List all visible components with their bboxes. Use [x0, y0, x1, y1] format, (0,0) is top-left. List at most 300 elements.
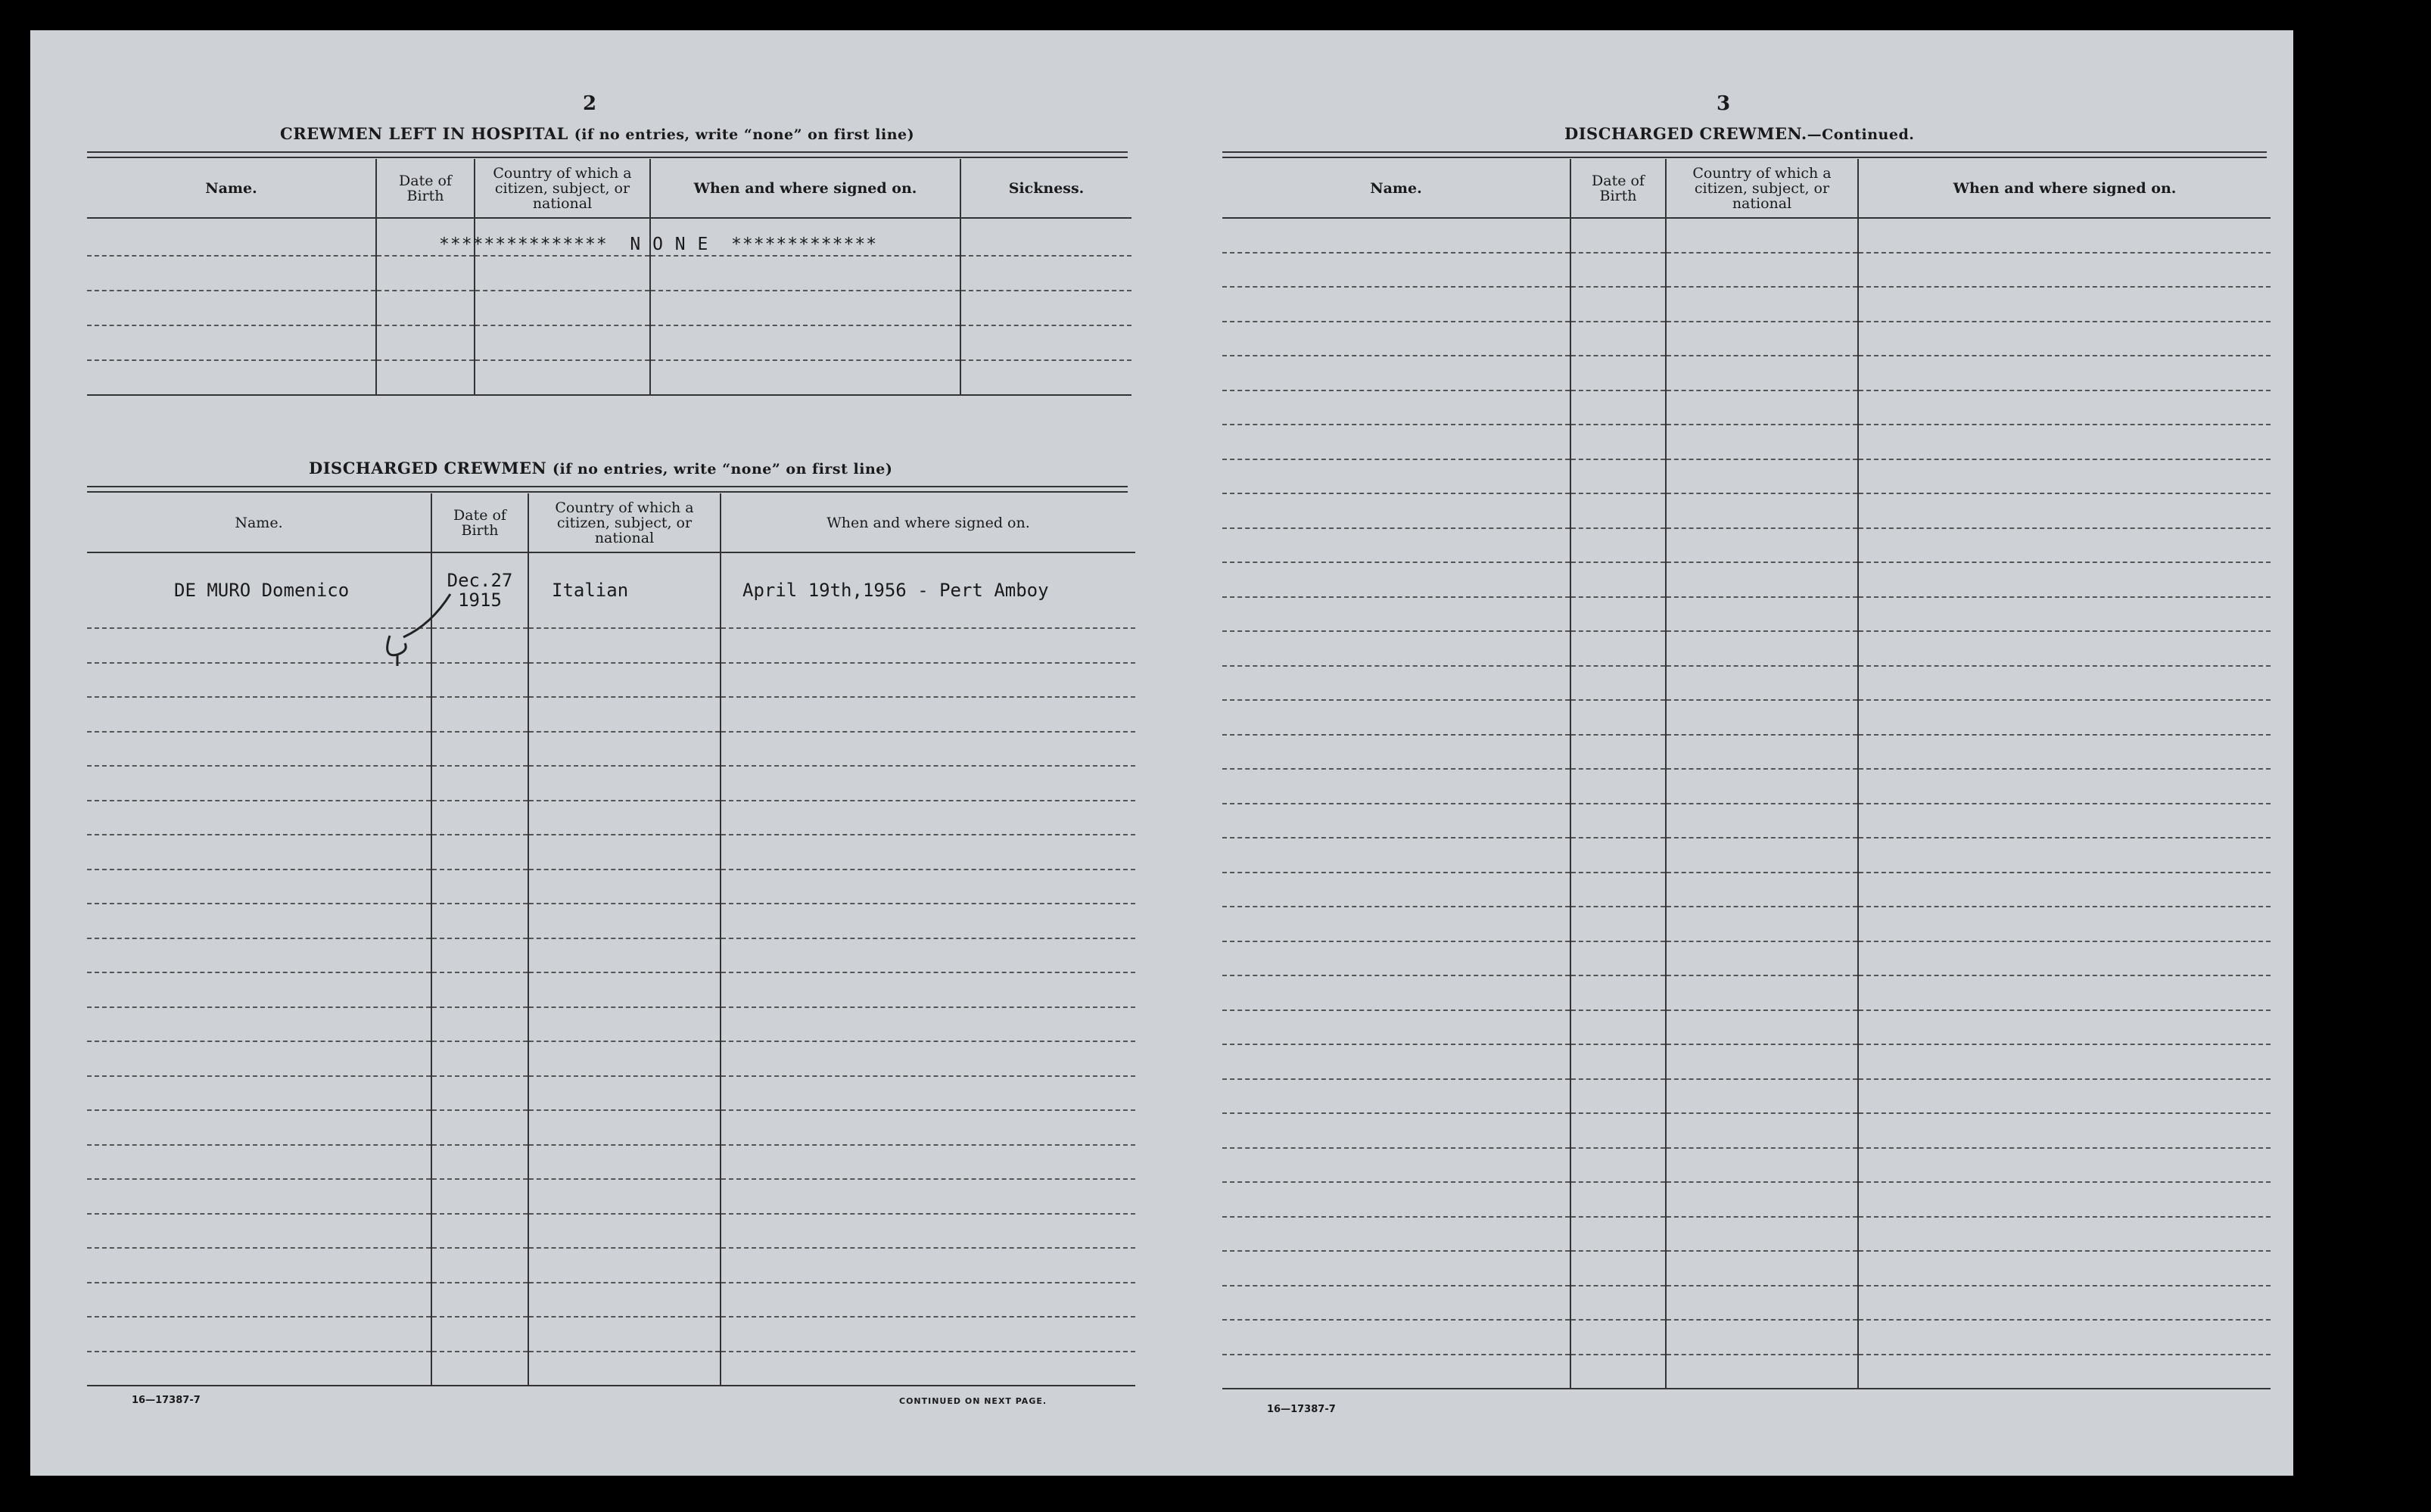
table-cell — [1570, 1217, 1666, 1252]
table-cell — [721, 904, 1135, 938]
col-header-signed-on: When and where signed on. — [1858, 159, 2271, 218]
discharged-title-sub: (if no entries, write “none” on first line) — [552, 461, 893, 478]
table-cell — [1222, 356, 1570, 390]
table-cell — [528, 938, 721, 973]
table-cell — [87, 360, 376, 395]
table-row — [1222, 1286, 2271, 1321]
table-cell — [475, 256, 650, 291]
table-cell — [1858, 1217, 2271, 1252]
table-cell — [1570, 493, 1666, 528]
table-cell — [87, 697, 431, 732]
table-cell — [1858, 287, 2271, 322]
table-cell — [721, 1317, 1135, 1352]
table-cell — [431, 1317, 528, 1352]
table-cell — [721, 1214, 1135, 1249]
table-cell — [1666, 528, 1858, 563]
table-cell — [1570, 356, 1666, 390]
table-row — [1222, 666, 2271, 701]
crew-country: Italian — [528, 552, 721, 628]
table-cell — [1858, 804, 2271, 838]
right-page — [1166, 30, 2293, 1476]
table-cell — [376, 360, 475, 395]
table-row — [87, 663, 1135, 698]
none-entry: *************** N O N E ************* — [439, 235, 878, 254]
col-header-country: Country of which a citizen, subject, or national — [1666, 159, 1858, 218]
table-cell — [1570, 1182, 1666, 1217]
table-cell — [1570, 1010, 1666, 1045]
table-cell — [528, 1179, 721, 1214]
table-row — [87, 1076, 1135, 1111]
table-cell — [1222, 838, 1570, 873]
table-cell — [528, 732, 721, 767]
table-row — [1222, 838, 2271, 873]
table-cell — [650, 325, 960, 360]
table-cell — [87, 1214, 431, 1249]
table-cell — [1666, 1320, 1858, 1355]
table-cell — [721, 1007, 1135, 1042]
table-cell — [1858, 873, 2271, 907]
table-cell — [1222, 1079, 1570, 1114]
table-row — [1222, 735, 2271, 770]
table-cell — [1666, 1079, 1858, 1114]
table-cell — [721, 801, 1135, 835]
table-cell — [1666, 769, 1858, 804]
table-cell — [1858, 253, 2271, 288]
table-row — [1222, 1182, 2271, 1217]
table-cell — [1570, 700, 1666, 735]
table-cell — [431, 1145, 528, 1180]
table-cell — [431, 1007, 528, 1042]
table-cell — [87, 291, 376, 325]
table-row — [87, 1214, 1135, 1249]
discharged-continued-table — [1222, 159, 2271, 1389]
table-cell — [1222, 1320, 1570, 1355]
table-cell — [1858, 907, 2271, 941]
table-row — [87, 552, 1135, 628]
table-cell — [721, 1110, 1135, 1145]
continued-title-sub: —Continued. — [1807, 126, 1915, 143]
checkmark-annotation — [375, 590, 458, 674]
table-cell — [721, 870, 1135, 904]
table-row — [1222, 804, 2271, 838]
table-row — [1222, 700, 2271, 735]
table-cell — [87, 1145, 431, 1180]
table-cell — [1666, 735, 1858, 770]
continued-title-main: DISCHARGED CREWMEN. — [1564, 124, 1807, 143]
table-cell — [650, 360, 960, 395]
table-cell — [431, 801, 528, 835]
table-cell — [721, 766, 1135, 801]
table-cell — [528, 801, 721, 835]
table-cell — [1666, 253, 1858, 288]
table-cell — [376, 291, 475, 325]
table-cell — [1858, 1182, 2271, 1217]
table-row — [1222, 597, 2271, 632]
table-cell — [1858, 218, 2271, 253]
table-cell — [1222, 1251, 1570, 1286]
table-cell — [1222, 218, 1570, 253]
table-cell — [1666, 597, 1858, 632]
table-cell — [87, 1283, 431, 1318]
table-cell — [1222, 322, 1570, 356]
table-row — [1222, 1113, 2271, 1148]
table-cell — [376, 325, 475, 360]
table-row — [1222, 356, 2271, 390]
table-cell — [1666, 838, 1858, 873]
table-cell — [650, 291, 960, 325]
table-cell — [1570, 322, 1666, 356]
table-row — [87, 972, 1135, 1007]
table-cell — [528, 1041, 721, 1076]
table-cell — [1666, 459, 1858, 494]
table-cell — [1222, 1148, 1570, 1183]
table-cell — [431, 1076, 528, 1111]
table-cell — [1858, 700, 2271, 735]
table-cell — [87, 1007, 431, 1042]
table-row — [87, 904, 1135, 938]
table-cell — [1858, 975, 2271, 1010]
table-cell — [1570, 1113, 1666, 1148]
table-cell — [431, 835, 528, 870]
table-cell — [1666, 322, 1858, 356]
discharged-title-main: DISCHARGED CREWMEN — [309, 459, 547, 478]
table-cell — [1570, 528, 1666, 563]
table-cell — [1858, 769, 2271, 804]
table-cell — [431, 697, 528, 732]
table-cell — [528, 1110, 721, 1145]
continued-note: CONTINUED ON NEXT PAGE. — [899, 1396, 1047, 1406]
table-cell — [1858, 1010, 2271, 1045]
col-header-name: Name. — [87, 493, 431, 552]
page-number: 2 — [583, 92, 597, 115]
table-cell — [87, 325, 376, 360]
table-cell — [721, 938, 1135, 973]
table-cell — [1666, 700, 1858, 735]
table-cell — [1570, 769, 1666, 804]
table-cell — [1222, 1217, 1570, 1252]
table-row — [87, 766, 1135, 801]
table-row — [87, 697, 1135, 732]
table-cell — [1858, 562, 2271, 597]
table-cell — [1570, 1044, 1666, 1079]
table-cell — [1666, 1217, 1858, 1252]
table-cell — [87, 766, 431, 801]
table-cell — [87, 801, 431, 835]
table-cell — [1222, 735, 1570, 770]
table-cell — [960, 360, 1131, 395]
table-row — [87, 1145, 1135, 1180]
table-cell — [431, 870, 528, 904]
table-cell — [1570, 459, 1666, 494]
table-row — [1222, 873, 2271, 907]
form-code: 16—17387-7 — [1267, 1404, 1336, 1415]
table-cell — [87, 1179, 431, 1214]
table-cell — [528, 1145, 721, 1180]
table-cell — [1858, 322, 2271, 356]
col-header-name: Name. — [1222, 159, 1570, 218]
table-row — [87, 1317, 1135, 1352]
table-cell — [1570, 873, 1666, 907]
table-cell — [1222, 562, 1570, 597]
table-cell — [87, 1110, 431, 1145]
table-cell — [1666, 666, 1858, 701]
table-cell — [721, 1145, 1135, 1180]
table-cell — [1570, 666, 1666, 701]
table-row — [1222, 1251, 2271, 1286]
discharged-continued-title — [1564, 124, 1914, 143]
table-row — [87, 801, 1135, 835]
table-cell — [1222, 1355, 1570, 1389]
table-cell — [431, 938, 528, 973]
table-cell — [1570, 1320, 1666, 1355]
table-cell — [528, 1076, 721, 1111]
table-row — [1222, 1044, 2271, 1079]
table-cell — [1222, 975, 1570, 1010]
table-cell — [528, 835, 721, 870]
table-row — [87, 870, 1135, 904]
col-header-country: Country of which a citizen, subject, or national — [528, 493, 721, 552]
table-cell — [721, 835, 1135, 870]
table-cell — [528, 1248, 721, 1283]
table-cell — [528, 870, 721, 904]
table-row — [1222, 1217, 2271, 1252]
table-cell — [1570, 1079, 1666, 1114]
table-cell — [1570, 1355, 1666, 1389]
table-cell — [1570, 390, 1666, 425]
table-cell — [475, 291, 650, 325]
table-cell — [1666, 562, 1858, 597]
table-cell — [1666, 907, 1858, 941]
table-cell — [528, 697, 721, 732]
table-cell — [1222, 631, 1570, 666]
double-rule — [1222, 151, 2267, 158]
table-cell — [1570, 597, 1666, 632]
table-cell — [650, 256, 960, 291]
table-cell — [1858, 459, 2271, 494]
table-cell — [87, 870, 431, 904]
col-header-dob: Date of Birth — [376, 159, 475, 218]
table-cell — [1222, 666, 1570, 701]
table-cell — [1666, 425, 1858, 459]
table-cell — [1570, 838, 1666, 873]
table-cell — [528, 1214, 721, 1249]
table-cell — [1570, 735, 1666, 770]
table-cell — [528, 628, 721, 663]
table-cell — [528, 1283, 721, 1318]
table-cell — [431, 1179, 528, 1214]
table-row — [87, 732, 1135, 767]
table-cell — [1858, 425, 2271, 459]
table-cell — [1666, 356, 1858, 390]
table-cell — [528, 1352, 721, 1386]
table-cell — [431, 766, 528, 801]
table-cell — [1570, 907, 1666, 941]
table-row — [87, 938, 1135, 973]
table-cell — [431, 1352, 528, 1386]
table-cell — [87, 1248, 431, 1283]
table-row — [87, 1041, 1135, 1076]
table-cell — [1222, 941, 1570, 976]
table-cell — [1858, 528, 2271, 563]
table-row — [1222, 1355, 2271, 1389]
table-cell — [1858, 356, 2271, 390]
document-sheet — [30, 30, 2293, 1476]
table-row — [87, 1352, 1135, 1386]
table-cell — [1858, 838, 2271, 873]
double-rule — [87, 486, 1128, 493]
table-cell — [1858, 1286, 2271, 1321]
table-row — [1222, 941, 2271, 976]
table-cell — [1222, 287, 1570, 322]
table-cell — [1666, 287, 1858, 322]
col-header-sickness: Sickness. — [960, 159, 1131, 218]
table-cell — [1570, 1148, 1666, 1183]
table-row — [1222, 1079, 2271, 1114]
table-row — [87, 1110, 1135, 1145]
table-cell — [528, 972, 721, 1007]
table-row — [1222, 390, 2271, 425]
table-cell — [1666, 975, 1858, 1010]
form-code: 16—17387-7 — [132, 1395, 201, 1406]
table-cell — [1858, 666, 2271, 701]
table-cell — [1666, 1355, 1858, 1389]
col-header-signed-on: When and where signed on. — [721, 493, 1135, 552]
table-cell — [721, 1283, 1135, 1318]
table-cell — [1858, 1320, 2271, 1355]
table-cell — [721, 972, 1135, 1007]
table-row — [1222, 562, 2271, 597]
table-cell — [431, 1041, 528, 1076]
table-row — [87, 628, 1135, 663]
table-row — [1222, 1320, 2271, 1355]
table-row — [1222, 218, 2271, 253]
table-cell — [1570, 253, 1666, 288]
table-row — [1222, 1010, 2271, 1045]
table-cell — [1222, 1182, 1570, 1217]
table-cell — [528, 1317, 721, 1352]
col-header-signed-on: When and where signed on. — [650, 159, 960, 218]
table-row — [1222, 287, 2271, 322]
hospital-title-sub: (if no entries, write “none” on first line) — [574, 126, 915, 143]
table-cell — [1666, 1010, 1858, 1045]
table-row — [1222, 253, 2271, 288]
table-cell — [431, 904, 528, 938]
table-cell — [1570, 631, 1666, 666]
table-cell — [431, 732, 528, 767]
table-cell — [1858, 390, 2271, 425]
table-cell — [960, 218, 1131, 256]
table-cell — [1222, 873, 1570, 907]
table-cell — [1666, 804, 1858, 838]
crew-dob-day: Dec.27 — [447, 570, 513, 591]
table-cell — [1222, 1010, 1570, 1045]
table-cell — [1222, 425, 1570, 459]
table-cell — [1858, 493, 2271, 528]
table-cell — [1858, 735, 2271, 770]
table-cell — [1666, 1113, 1858, 1148]
table-cell — [721, 1076, 1135, 1111]
table-cell — [1222, 907, 1570, 941]
page-number: 3 — [1717, 92, 1731, 115]
table-cell — [87, 972, 431, 1007]
table-cell — [1666, 941, 1858, 976]
table-row — [87, 1179, 1135, 1214]
table-cell — [528, 766, 721, 801]
table-cell — [1222, 1286, 1570, 1321]
table-cell — [87, 732, 431, 767]
table-cell — [960, 291, 1131, 325]
table-cell — [1666, 1182, 1858, 1217]
table-cell — [1570, 975, 1666, 1010]
table-cell — [721, 697, 1135, 732]
table-cell — [1222, 253, 1570, 288]
col-header-dob: Date of Birth — [431, 493, 528, 552]
table-row — [87, 1007, 1135, 1042]
table-cell — [1570, 1251, 1666, 1286]
table-cell — [1570, 218, 1666, 253]
table-row — [1222, 459, 2271, 494]
table-cell — [1858, 597, 2271, 632]
table-cell — [1570, 562, 1666, 597]
hospital-section-title — [280, 124, 914, 143]
table-row — [1222, 975, 2271, 1010]
table-cell — [1858, 1148, 2271, 1183]
table-cell — [431, 1248, 528, 1283]
double-rule — [87, 151, 1128, 158]
table-row — [87, 835, 1135, 870]
hospital-table — [87, 159, 1131, 396]
table-row — [87, 1283, 1135, 1318]
col-header-country: Country of which a citizen, subject, or national — [475, 159, 650, 218]
table-cell — [1666, 493, 1858, 528]
table-cell — [1222, 1044, 1570, 1079]
col-header-dob: Date of Birth — [1570, 159, 1666, 218]
table-cell — [1858, 631, 2271, 666]
table-cell — [1570, 287, 1666, 322]
discharged-section-title — [309, 459, 892, 478]
discharged-table — [87, 493, 1135, 1386]
table-cell — [1666, 218, 1858, 253]
left-page — [30, 30, 1166, 1476]
table-cell — [87, 1041, 431, 1076]
table-cell — [1222, 459, 1570, 494]
table-cell — [87, 904, 431, 938]
table-row — [1222, 322, 2271, 356]
table-row — [87, 1248, 1135, 1283]
table-cell — [1666, 1148, 1858, 1183]
table-cell — [431, 1214, 528, 1249]
table-row — [1222, 907, 2271, 941]
table-cell — [87, 1317, 431, 1352]
table-row — [1222, 631, 2271, 666]
table-row — [1222, 1148, 2271, 1183]
table-cell — [528, 904, 721, 938]
table-cell — [1222, 1113, 1570, 1148]
table-cell — [721, 1352, 1135, 1386]
table-cell — [1858, 1113, 2271, 1148]
table-cell — [475, 360, 650, 395]
table-row — [1222, 769, 2271, 804]
table-cell — [1858, 941, 2271, 976]
table-cell — [721, 1248, 1135, 1283]
table-cell — [1222, 528, 1570, 563]
table-cell — [721, 1041, 1135, 1076]
table-cell — [376, 256, 475, 291]
table-cell — [1666, 1044, 1858, 1079]
table-cell — [87, 218, 376, 256]
table-cell — [87, 1352, 431, 1386]
crew-dob-year: 1915 — [458, 590, 502, 611]
